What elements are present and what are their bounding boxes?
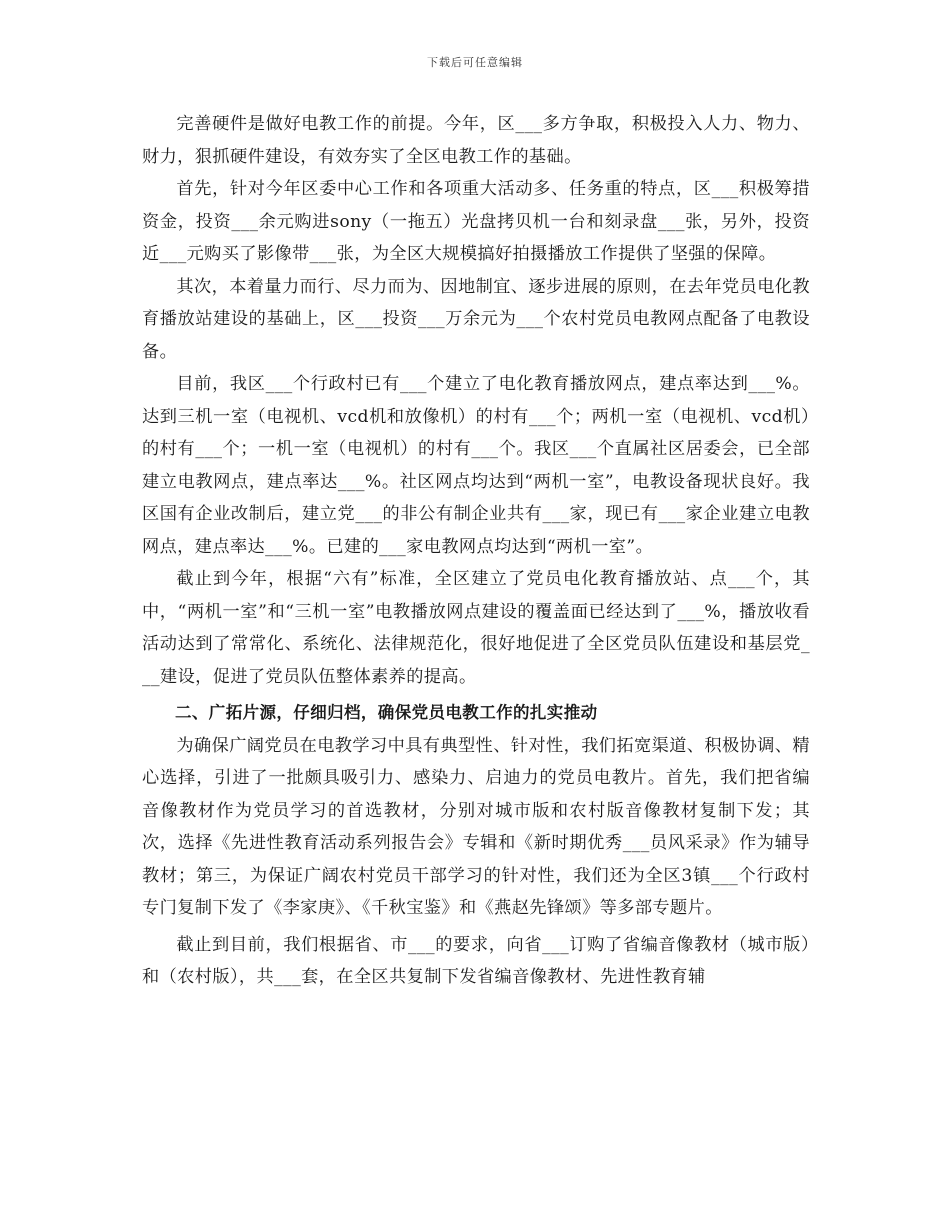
page-header: 下载后可任意编辑 bbox=[427, 56, 523, 69]
document-body bbox=[142, 108, 810, 994]
paragraph-ordering: 截止到目前，我们根据省、市___的要求，向省___订购了省编音像教材（城市版）和（农村版），共___套，在全区共复制下发省编音像教材、先进性教育辅 bbox=[142, 934, 810, 987]
paragraph-coverage-stats: 目前，我区___个行政村已有___个建立了电化教育播放网点，建点率达到___%。达到三机一室（电视机、vcd机和放像机）的村有___个；两机一室（电视机、vcd机）的村有___个；一机一室（电视机）的村有___个。我区___个直属社区居委会，已全部建立电教网点，建点率达___%。社区网点均达到“两机一室”，电教设备现状良好。我区国有企业改制后，建立党___的非公有制企业共有___家，现已有___家企业建立电教网点，建点率达___%。已建的___家电教网点均达到“两机一室”。 bbox=[142, 374, 810, 557]
paragraph-materials: 为确保广阔党员在电教学习中具有典型性、针对性，我们拓宽渠道、积极协调、精心选择，引进了一批颇具吸引力、感染力、启迪力的党员电教片。首先，我们把省编音像教材作为党员学习的首选教材，分别对城市版和农村版音像教材复制下发；其次，选择《先进性教育活动系列报告会》专辑和《新时期优秀___员风采录》作为辅导教材；第三，为保证广阔农村党员干部学习的针对性，我们还为全区3镇___个行政村专门复制下发了《李家庚》、《千秋宝鉴》和《燕赵先锋颂》等多部专题片。 bbox=[142, 735, 810, 918]
paragraph-six-standards: 截止到今年，根据“六有”标准，全区建立了党员电化教育播放站、点___个，其中，“两机一室”和“三机一室”电教播放网点建设的覆盖面已经达到了___%，播放收看活动达到了常常化、系统化、法律规范化，很好地促进了全区党员队伍建设和基层党___建设，促进了党员队伍整体素养的提高。 bbox=[142, 569, 810, 687]
paragraph-funding: 首先，针对今年区委中心工作和各项重大活动多、任务重的特点，区___积极筹措资金，投资___余元购进sony（一拖五）光盘拷贝机一台和刻录盘___张，另外，投资近___元购买了影像带___张，为全区大规模搞好拍摄播放工作提供了坚强的保障。 bbox=[142, 179, 810, 264]
paragraph-hardware-intro: 完善硬件是做好电教工作的前提。今年，区___多方争取，积极投入人力、物力、财力，狠抓硬件建设，有效夯实了全区电教工作的基础。 bbox=[142, 114, 810, 167]
section-heading-2: 二、广拓片源，仔细归档，确保党员电教工作的扎实推动 bbox=[175, 703, 598, 722]
paragraph-equipment: 其次，本着量力而行、尽力而为、因地制宜、逐步进展的原则，在去年党员电化教育播放站建设的基础上，区___投资___万余元为___个农村党员电教网点配备了电教设备。 bbox=[142, 276, 810, 362]
